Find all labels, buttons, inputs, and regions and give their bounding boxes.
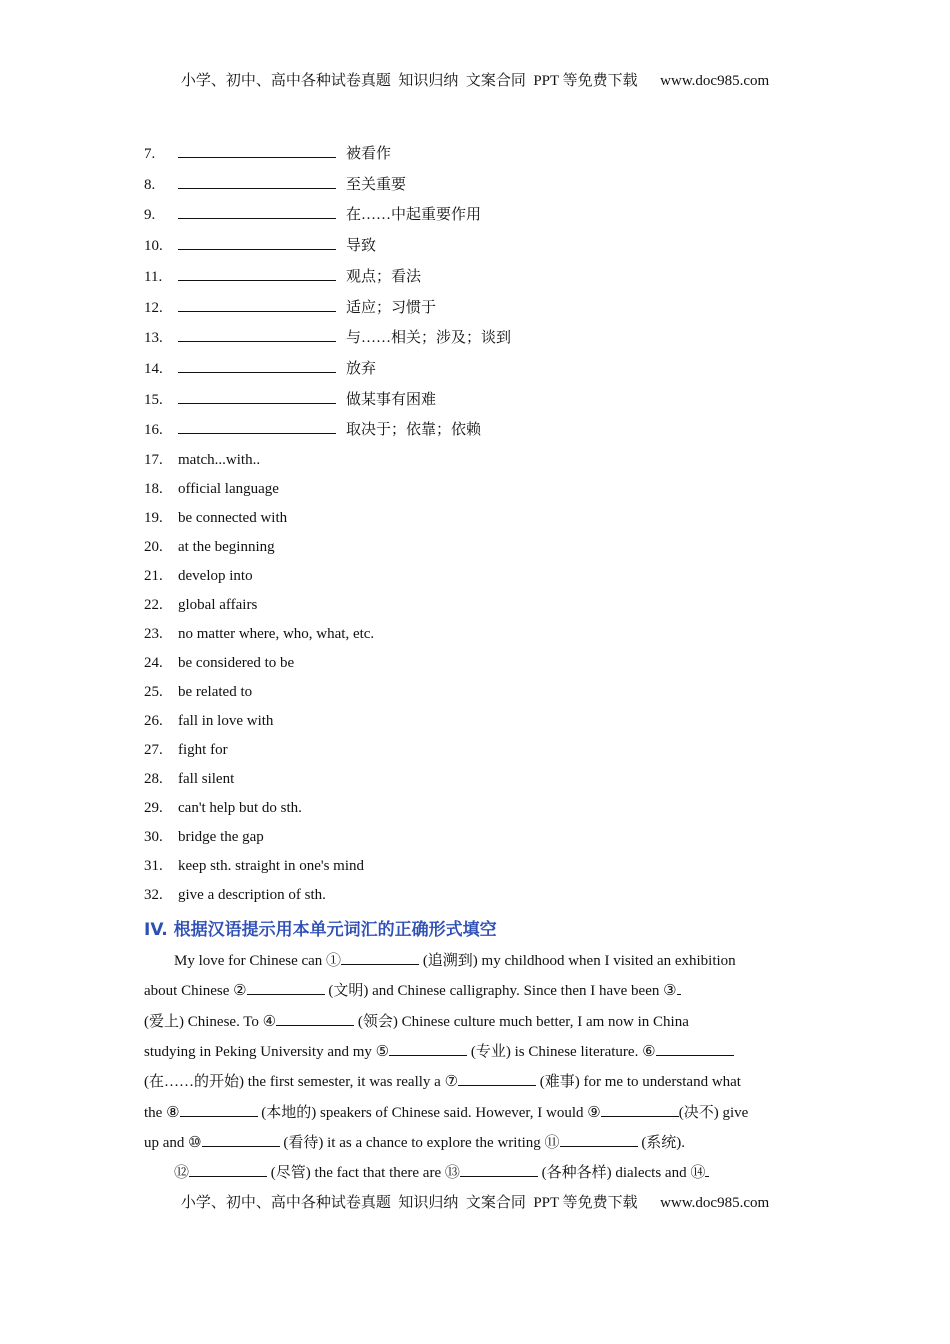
answer-blank[interactable]	[178, 235, 336, 250]
answer-item	[144, 827, 264, 847]
fill-blank[interactable]	[276, 1011, 354, 1026]
line-text: about Chinese	[144, 983, 234, 1000]
paragraph-line	[144, 950, 804, 971]
section-heading: IV. 根据汉语提示用本单元词汇的正确形式填空	[144, 920, 497, 940]
item-number: 18.	[144, 481, 163, 497]
answer-item	[144, 798, 302, 818]
item-number: 9.	[144, 207, 156, 224]
line-text: up and	[144, 1134, 189, 1151]
line-text: (爱上) Chinese. To	[144, 1013, 263, 1030]
item-meaning: 被看作	[346, 146, 392, 162]
paragraph-line	[144, 1102, 804, 1123]
blank-number: ⑩	[188, 1134, 202, 1151]
answer-item	[144, 537, 275, 557]
item-number: 16.	[144, 422, 163, 439]
vocab-item	[144, 389, 436, 409]
answer-item	[144, 479, 279, 499]
line-text: (决不) give	[678, 1104, 749, 1121]
line-text: (尽管) the fact that there are	[267, 1165, 445, 1182]
vocab-item	[144, 266, 421, 286]
item-meaning: 适应；习惯于	[346, 299, 437, 316]
answer-item	[144, 595, 257, 615]
blank-number: ⑨	[587, 1104, 601, 1121]
item-number: 22.	[144, 597, 163, 613]
item-text: bridge the gap	[178, 829, 264, 845]
answer-item	[144, 508, 287, 528]
answer-blank[interactable]	[178, 204, 336, 219]
answer-item	[144, 711, 273, 731]
item-number: 10.	[144, 238, 163, 255]
blank-number: ②	[233, 983, 247, 1000]
answer-item	[144, 682, 252, 702]
line-text: (追溯到) my childhood when I visited an exhibition	[419, 953, 736, 969]
answer-blank[interactable]	[178, 327, 336, 342]
answer-blank[interactable]	[178, 174, 336, 189]
item-text: global affairs	[178, 597, 258, 613]
item-number: 11.	[144, 268, 163, 285]
item-number: 21.	[144, 568, 163, 584]
blank-number: ①	[326, 953, 342, 969]
fill-blank[interactable]	[247, 980, 325, 995]
answer-item	[144, 885, 326, 905]
vocab-item	[144, 174, 406, 194]
item-number: 32.	[144, 887, 163, 903]
item-number: 12.	[144, 299, 163, 316]
line-text: (专业) is Chinese literature.	[467, 1043, 643, 1060]
item-number: 20.	[144, 539, 163, 555]
vocab-item	[144, 419, 481, 439]
line-text: (难事) for me to understand what	[536, 1074, 741, 1091]
page-header: 小学、初中、高中各种试卷真题 知识归纳 文案合同 PPT 等免费下载 www.doc985.com	[180, 73, 770, 89]
item-number: 25.	[144, 684, 163, 700]
paragraph-line	[144, 1071, 804, 1092]
item-text: can't help but do sth.	[178, 800, 302, 816]
item-number: 15.	[144, 391, 163, 408]
vocab-item	[144, 327, 511, 347]
item-number: 7.	[144, 146, 156, 162]
line-text	[144, 1165, 174, 1181]
blank-number: ⑪	[544, 1134, 560, 1151]
line-text: studying in Peking University and my	[144, 1043, 376, 1060]
line-text: (看待) it as a chance to explore the writing	[279, 1134, 545, 1151]
paragraph-line	[144, 1132, 804, 1153]
fill-blank[interactable]	[656, 1041, 734, 1056]
item-meaning: 观点；看法	[346, 268, 422, 285]
page-footer: 小学、初中、高中各种试卷真题 知识归纳 文案合同 PPT 等免费下载 www.doc985.com	[180, 1195, 770, 1211]
item-text: be considered to be	[178, 655, 295, 671]
answer-item	[144, 769, 234, 789]
item-text: at the beginning	[178, 539, 275, 555]
item-meaning: 导致	[346, 238, 377, 255]
fill-blank[interactable]	[601, 1102, 679, 1117]
vocab-item	[144, 204, 481, 224]
fill-blank[interactable]	[202, 1132, 280, 1147]
item-number: 19.	[144, 510, 163, 526]
item-number: 30.	[144, 829, 163, 845]
answer-blank[interactable]	[178, 389, 336, 404]
blank-number: ⑦	[444, 1074, 459, 1091]
item-meaning: 放弃	[346, 360, 377, 377]
item-meaning: 做某事有困难	[346, 391, 437, 408]
blank-number: ⑧	[166, 1104, 180, 1121]
item-number: 31.	[144, 858, 163, 874]
item-text: fall silent	[178, 771, 235, 787]
line-text: (系统).	[637, 1134, 686, 1151]
vocab-item	[144, 143, 391, 163]
fill-blank[interactable]	[560, 1132, 638, 1147]
item-meaning: 取决于；依靠；依赖	[346, 422, 482, 439]
paragraph-line	[144, 980, 804, 1001]
line-text: (领会) Chinese culture much better, I am now in China	[354, 1013, 689, 1030]
blank-number: ⑥	[642, 1043, 656, 1060]
item-number: 29.	[144, 800, 163, 816]
item-text: be connected with	[178, 510, 288, 526]
fill-blank[interactable]	[341, 950, 419, 965]
fill-blank[interactable]	[705, 1162, 709, 1177]
answer-item	[144, 624, 374, 644]
answer-blank[interactable]	[178, 358, 336, 373]
answer-item	[144, 566, 253, 586]
vocab-item	[144, 297, 436, 317]
line-text: the	[144, 1104, 167, 1121]
answer-item	[144, 653, 294, 673]
item-text: develop into	[178, 568, 253, 584]
item-text: fight for	[178, 742, 228, 758]
fill-blank[interactable]	[458, 1071, 536, 1086]
blank-number: ⑭	[690, 1165, 706, 1182]
paragraph-line	[144, 1162, 804, 1183]
item-number: 27.	[144, 742, 163, 758]
fill-blank[interactable]	[389, 1041, 467, 1056]
item-number: 14.	[144, 360, 163, 377]
blank-number: ⑤	[375, 1043, 390, 1060]
item-text: official language	[178, 481, 279, 497]
answer-blank[interactable]	[178, 266, 336, 281]
blank-number: ⑫	[174, 1165, 190, 1182]
item-text: no matter where, who, what, etc.	[178, 626, 375, 642]
fill-blank[interactable]	[180, 1102, 258, 1117]
item-number: 8.	[144, 176, 156, 193]
item-number: 13.	[144, 330, 163, 347]
item-meaning: 至关重要	[346, 176, 407, 193]
item-number: 23.	[144, 626, 163, 642]
item-text: give a description of sth.	[178, 887, 326, 903]
item-text: keep sth. straight in one's mind	[178, 858, 365, 874]
item-number: 17.	[144, 452, 163, 468]
vocab-item	[144, 235, 376, 255]
item-number: 26.	[144, 713, 163, 729]
blank-number: ④	[262, 1013, 277, 1030]
answer-item	[144, 740, 228, 760]
answer-item	[144, 450, 260, 470]
item-number: 24.	[144, 655, 163, 671]
vocab-item	[144, 358, 376, 378]
line-text: (在……的开始) the first semester, it was really a	[144, 1074, 445, 1091]
item-number: 28.	[144, 771, 163, 787]
item-meaning: 在……中起重要作用	[346, 207, 482, 224]
answer-blank[interactable]	[178, 419, 336, 434]
fill-blank[interactable]	[189, 1162, 267, 1177]
blank-number: ⑬	[444, 1165, 460, 1182]
blank-number: ③	[663, 983, 677, 1000]
item-text: be related to	[178, 684, 253, 700]
item-meaning: 与……相关；涉及；谈到	[346, 330, 512, 347]
answer-blank[interactable]	[178, 297, 336, 312]
fill-blank[interactable]	[677, 980, 681, 995]
line-text: (文明) and Chinese calligraphy. Since then I have been	[324, 983, 664, 1000]
answer-blank[interactable]	[178, 143, 336, 158]
line-text: My love for Chinese can	[144, 953, 327, 969]
line-text: (各种各样) dialects and	[537, 1165, 691, 1182]
paragraph-line	[144, 1011, 804, 1032]
line-text: (本地的) speakers of Chinese said. However, I would	[257, 1104, 588, 1121]
item-text: fall in love with	[178, 713, 274, 729]
fill-blank[interactable]	[460, 1162, 538, 1177]
answer-item	[144, 856, 364, 876]
item-text: match...with..	[178, 452, 261, 468]
paragraph-line	[144, 1041, 804, 1062]
